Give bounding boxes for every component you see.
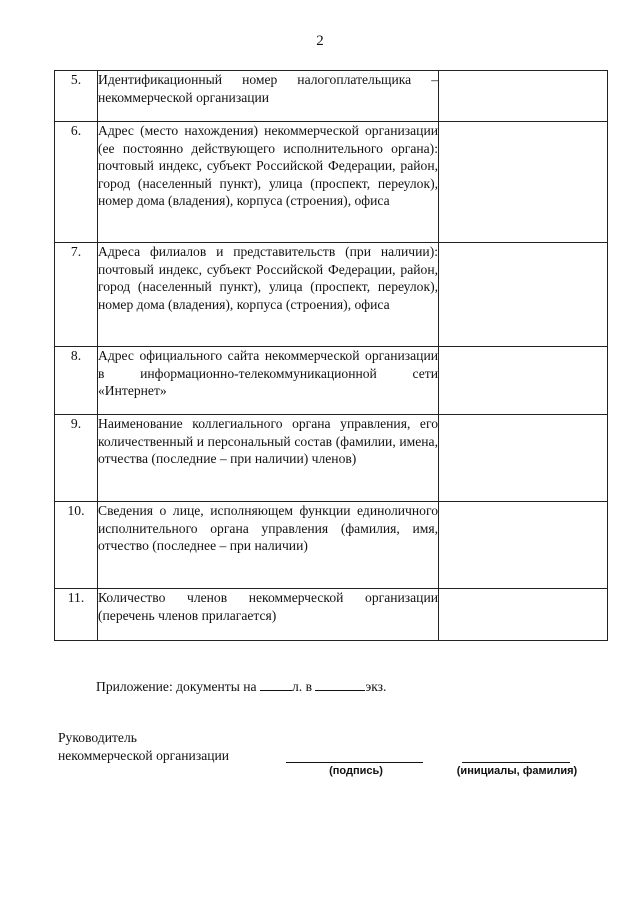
attachment-prefix: Приложение: документы на	[96, 679, 257, 694]
row-description: Адреса филиалов и представительств (при наличии): почтовый индекс, субъект Российской Федерации, район, город (населенный пункт), улица (проспект, переулок), номер дома (владения), корпуса (строения), офиса	[98, 243, 439, 347]
attachment-line	[96, 678, 386, 695]
value-cell[interactable]	[439, 122, 608, 243]
value-cell[interactable]	[439, 347, 608, 415]
registration-form-table	[54, 70, 608, 641]
copies-count-blank[interactable]	[315, 678, 365, 691]
table-row	[55, 122, 608, 243]
head-title-line2: некоммерческой организации	[58, 748, 230, 763]
row-number: 8.	[55, 347, 98, 415]
value-cell[interactable]	[439, 502, 608, 589]
initials-line[interactable]	[462, 762, 570, 763]
row-description: Количество членов некоммерческой организации (перечень членов прилагается)	[98, 589, 439, 641]
initials-caption: (инициалы, фамилия)	[456, 765, 578, 777]
row-number: 7.	[55, 243, 98, 347]
attachment-middle: л. в	[291, 679, 312, 694]
signature-caption: (подпись)	[329, 765, 383, 777]
table-row	[55, 347, 608, 415]
table-row	[55, 415, 608, 502]
table-row	[55, 589, 608, 641]
row-description: Наименование коллегиального органа управления, его количественный и персональный состав (фамилии, имена, отчества (последние – при наличии) членов)	[98, 415, 439, 502]
row-description: Сведения о лице, исполняющем функции единоличного исполнительного органа управления (фамилия, имя, отчество (последнее – при наличии)	[98, 502, 439, 589]
page-number: 2	[316, 33, 324, 49]
value-cell[interactable]	[439, 243, 608, 347]
row-number: 11.	[55, 589, 98, 641]
attachment-suffix: экз.	[365, 679, 387, 694]
head-title	[58, 729, 229, 765]
row-number: 9.	[55, 415, 98, 502]
row-description: Адрес (место нахождения) некоммерческой организации (ее постоянно действующего исполнительного органа): почтовый индекс, субъект Российской Федерации, район, город (населенный пункт), улица (проспект, переулок), номер дома (владения), корпуса (строения), офиса	[98, 122, 439, 243]
value-cell[interactable]	[439, 415, 608, 502]
head-title-line1: Руководитель	[58, 730, 137, 745]
table-row	[55, 502, 608, 589]
row-description: Идентификационный номер налогоплательщика – некоммерческой организации	[98, 71, 439, 122]
row-number: 6.	[55, 122, 98, 243]
table-row	[55, 71, 608, 122]
row-number: 5.	[55, 71, 98, 122]
table-row	[55, 243, 608, 347]
value-cell[interactable]	[439, 71, 608, 122]
value-cell[interactable]	[439, 589, 608, 641]
signature-line[interactable]	[286, 762, 423, 763]
row-description: Адрес официального сайта некоммерческой организации в информационно-телекоммуникационной сети «Интернет»	[98, 347, 439, 415]
row-number: 10.	[55, 502, 98, 589]
pages-count-blank[interactable]	[260, 678, 292, 691]
